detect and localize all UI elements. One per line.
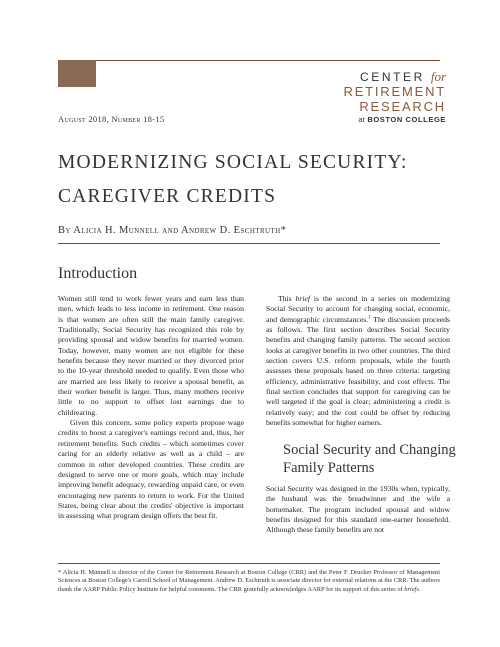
logo-line-research: RESEARCH (359, 99, 446, 114)
footnote-marker: 1 (368, 315, 371, 321)
intro-paragraph-2: Given this concern, some policy experts propose wage credits to boost a caregiver's earnings record and, thus, her retirement benefits. Such credits – which sometimes cover caring for an elderly relative as well as a child – are common in other developed countries. These credits are designed to serve one or more goals, which may include improving benefit adequacy, rewarding unpaid care, or even encouraging new parents to return to work. For the United States, being clear about the credits' objective is important in assessing what program design offers the best fit. (58, 418, 244, 521)
byline-rule (58, 243, 440, 244)
header-rule (58, 60, 440, 61)
page-title (58, 146, 458, 214)
section2-paragraph-1: Social Security was designed in the 1930s when, typically, the husband was the breadwinner and the wife a homemaker. The program included spousal and widow benefits designed for this standard one-earner household. Although these family benefits are not (266, 484, 450, 535)
intro-paragraph-1: Women still tend to work fewer years and earn less than men, which leads to less income in retirement. One reason is that women are often still the main family caregiver. Traditionally, Social Security has recognized this role by providing spousal and widow benefits for married women. Today, however, many women are not eligible for these benefits because they never married or they divorced prior to the 10-year threshold needed to qualify. Even those who are married are less likely to receive a spousal benefit, as their worker benefit is larger. Thus, many mothers receive little to no support to offset lost earnings due to childrearing. (58, 294, 244, 417)
author-footnote: * Alicia H. Munnell is director of the Center for Retirement Research at Boston College (CRR) and the Peter F. Drucker Professor of Management Sciences at Boston College's Carroll School of Management. Andrew D. Eschtruth is associate director for external relations at the CRR. The authors thank the AARP Public Policy Institute for helpful comments. The CRR gratefully acknowledges AARP for its support of this series of briefs. (58, 569, 440, 593)
title-line-2: CAREGIVER CREDITS (58, 186, 277, 207)
logo-line-retirement: RETIREMENT (343, 84, 446, 99)
right-column-bottom (266, 484, 450, 536)
section-heading-social-security: Social Security and Changing Family Patterns (283, 442, 456, 476)
logo-line-boston-college: at BOSTON COLLEGE (358, 115, 446, 124)
logo-line-center: CENTER for (359, 69, 446, 84)
right-column-top (266, 294, 450, 428)
title-line-1: MODERNIZING SOCIAL SECURITY: (58, 152, 408, 173)
left-column (58, 294, 244, 522)
issue-date-number: August 2018, Number 18-15 (58, 114, 165, 124)
intro-paragraph-3: This brief is the second in a series on modernizing Social Security to account for changing social, economic, and demographic circumstances.$^1$ The discussion proceeds as follows. The first section describes Social Security benefits and changing family patterns. The second section looks at caregiver benefits in two other countries. The third section covers U.S. reform proposals, while the fourth assesses these proposals based on three criteria: targeting efficiency, administrative feasibility, and cost effects. The final section concludes that support for caregiving can be well targeted if the goal is clear; administering a credit is relatively easy; and the cost could be offset by reducing benefits somewhat for higher earners. (266, 294, 450, 428)
footnote-rule (58, 563, 440, 564)
introduction-heading: Introduction (58, 265, 138, 282)
crr-logo (336, 70, 446, 124)
author-byline: By Alicia H. Munnell and Andrew D. Eschtruth* (58, 225, 287, 236)
header-accent-block (58, 60, 96, 87)
